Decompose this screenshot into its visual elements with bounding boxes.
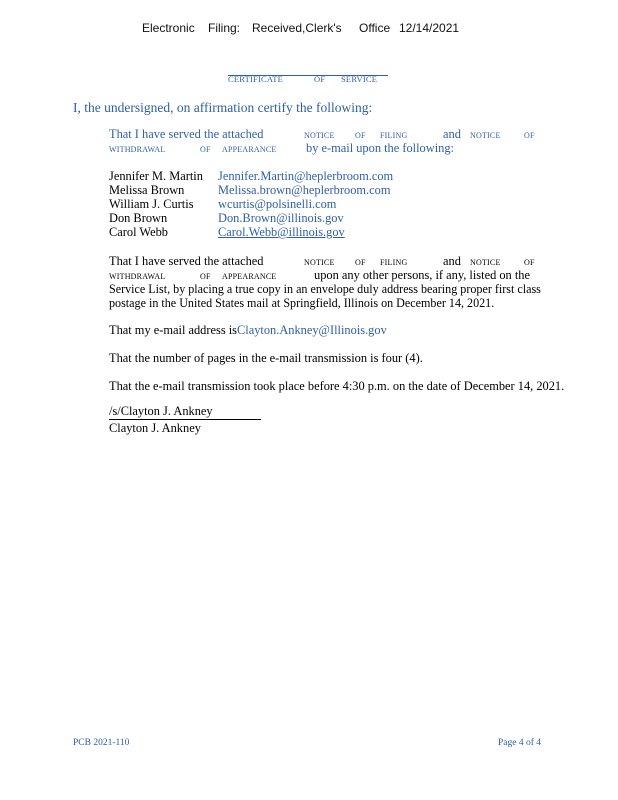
intro-statement: I, the undersigned, on affirmation certify the following: xyxy=(73,100,373,115)
stamp-electronic: Electronic xyxy=(142,21,195,35)
para2-filing: FILING xyxy=(380,258,408,267)
para2-notice2: NOTICE xyxy=(470,258,501,267)
para2-withdrawal: WITHDRAWAL xyxy=(109,272,166,281)
service-email-2[interactable]: Melissa.brown@heplerbroom.com xyxy=(218,183,391,197)
stamp-office: Office xyxy=(359,21,391,35)
service-email-4[interactable]: Don.Brown@illinois.gov xyxy=(218,211,344,225)
service-name-3: William J. Curtis xyxy=(109,197,194,211)
signature-line: /s/Clayton J. Ankney xyxy=(109,404,261,420)
service-name-5: Carol Webb xyxy=(109,225,168,239)
para1-of3: OF xyxy=(200,145,211,154)
certificate-title-word2: OF xyxy=(314,74,326,84)
para4: That the number of pages in the e-mail transmission is four (4). xyxy=(109,351,423,365)
para2-notice: NOTICE xyxy=(304,258,335,267)
para1-notice2: NOTICE xyxy=(470,131,501,140)
para1-text: That I have served the attached xyxy=(109,127,264,141)
service-name-1: Jennifer M. Martin xyxy=(109,169,203,183)
service-email-3[interactable]: wcurtis@polsinelli.com xyxy=(218,197,337,211)
para2-of3: OF xyxy=(200,272,211,281)
footer-case-number: PCB 2021-110 xyxy=(73,738,130,748)
para2-tail: upon any other persons, if any, listed on the xyxy=(314,268,530,282)
stamp-date: 12/14/2021 xyxy=(399,21,460,35)
para1-appearance: APPEARANCE xyxy=(222,145,277,154)
para2-line3: Service List, by placing a true copy in an envelope duly address bearing proper first class xyxy=(109,282,541,296)
signature-name: Clayton J. Ankney xyxy=(109,421,201,435)
para2-of2: OF xyxy=(524,258,535,267)
stamp-received: Received,Clerk's xyxy=(252,21,342,35)
para2-and: and xyxy=(443,254,461,268)
para2-line4: postage in the United States mail at Springfield, Illinois on December 14, 2021. xyxy=(109,296,495,310)
para5: That the e-mail transmission took place before 4:30 p.m. on the date of December 14, 2021. xyxy=(109,379,565,393)
certificate-title-word3: SERVICE xyxy=(341,74,378,84)
service-email-1[interactable]: Jennifer.Martin@heplerbroom.com xyxy=(218,169,394,183)
para3-prefix: That my e-mail address is xyxy=(109,323,238,337)
para3-email[interactable]: Clayton.Ankney@Illinois.gov xyxy=(237,323,387,337)
service-email-5[interactable]: Carol.Webb@illinois.gov xyxy=(218,225,345,239)
service-name-4: Don Brown xyxy=(109,211,168,225)
certificate-title xyxy=(228,74,388,84)
footer-page-number: Page 4 of 4 xyxy=(498,738,542,748)
para2-text: That I have served the attached xyxy=(109,254,264,268)
para1-of: OF xyxy=(355,131,366,140)
para1-of2: OF xyxy=(524,131,535,140)
para1-notice: NOTICE xyxy=(304,131,335,140)
certificate-title-word1: CERTIFICATE xyxy=(228,74,284,84)
service-name-2: Melissa Brown xyxy=(109,183,185,197)
para1-tail: by e-mail upon the following: xyxy=(306,141,454,155)
stamp-filing: Filing: xyxy=(208,21,241,35)
para1-line1 xyxy=(109,127,263,142)
para1-filing: FILING xyxy=(380,131,408,140)
para2-of: OF xyxy=(355,258,366,267)
para1-and: and xyxy=(443,127,461,141)
para1-withdrawal: WITHDRAWAL xyxy=(109,145,166,154)
para2-appearance: APPEARANCE xyxy=(222,272,277,281)
